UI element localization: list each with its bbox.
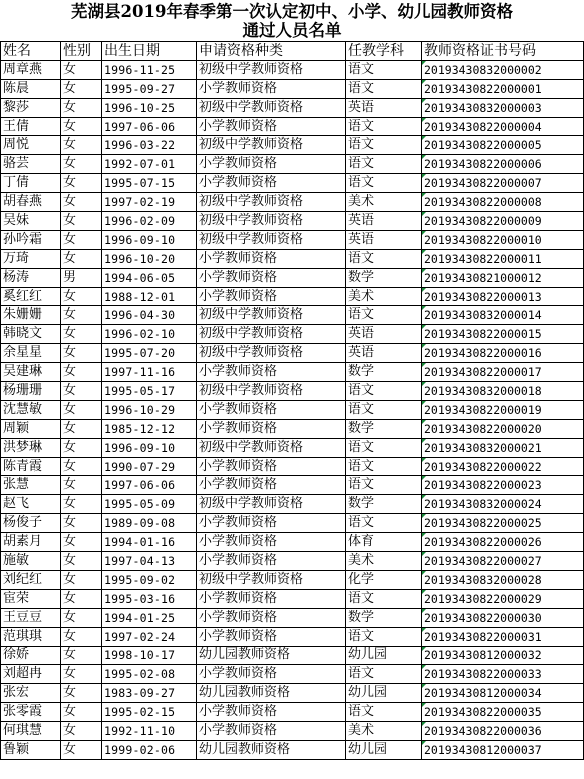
cell-gender: 女: [61, 589, 102, 608]
table-row: [1, 268, 584, 287]
cell-qualification-type: 小学教师资格: [197, 363, 346, 382]
cell-gender: 女: [61, 400, 102, 419]
cell-subject: 美术: [346, 287, 422, 306]
cell-subject: 英语: [346, 98, 422, 117]
cell-qualification-type: 幼儿园教师资格: [197, 684, 346, 703]
cell-gender: 女: [61, 117, 102, 136]
cell-certificate-number: 20193430822000027: [422, 552, 584, 571]
cell-birthdate: 1997-02-24: [102, 627, 197, 646]
cell-gender: 男: [61, 268, 102, 287]
cell-certificate-number: 20193430822000001: [422, 79, 584, 98]
cell-birthdate: 1996-10-29: [102, 400, 197, 419]
cell-qualification-type: 小学教师资格: [197, 514, 346, 533]
cell-qualification-type: 小学教师资格: [197, 457, 346, 476]
table-row: [1, 287, 584, 306]
table-row: [1, 457, 584, 476]
cell-subject: 语文: [346, 703, 422, 722]
cell-certificate-number: 20193430822000030: [422, 608, 584, 627]
cell-gender: 女: [61, 684, 102, 703]
cell-name: 陈青霞: [1, 457, 61, 476]
cell-gender: 女: [61, 703, 102, 722]
table-row: [1, 363, 584, 382]
cell-subject: 数学: [346, 419, 422, 438]
cell-name: 黎莎: [1, 98, 61, 117]
cell-gender: 女: [61, 325, 102, 344]
table-row: [1, 306, 584, 325]
cell-qualification-type: 初级中学教师资格: [197, 136, 346, 155]
cell-name: 丁倩: [1, 174, 61, 193]
cell-subject: 语文: [346, 382, 422, 401]
title-line-1: 芜湖县2019年春季第一次认定初中、小学、幼儿园教师资格: [71, 2, 513, 21]
cell-birthdate: 1983-09-27: [102, 684, 197, 703]
table-row: [1, 608, 584, 627]
cell-birthdate: 1999-02-06: [102, 740, 197, 759]
cell-name: 鲁颖: [1, 740, 61, 759]
header-qualification-type: 申请资格种类: [197, 42, 346, 61]
table-row: [1, 438, 584, 457]
cell-subject: 语文: [346, 514, 422, 533]
cell-birthdate: 1985-12-12: [102, 419, 197, 438]
teacher-list-table: [0, 41, 584, 760]
cell-name: 杨珊珊: [1, 382, 61, 401]
table-row: [1, 703, 584, 722]
cell-qualification-type: 小学教师资格: [197, 552, 346, 571]
cell-certificate-number: 20193430812000032: [422, 646, 584, 665]
cell-birthdate: 1997-06-06: [102, 476, 197, 495]
cell-gender: 女: [61, 514, 102, 533]
cell-subject: 语文: [346, 665, 422, 684]
cell-certificate-number: 20193430822000013: [422, 287, 584, 306]
cell-subject: 化学: [346, 570, 422, 589]
cell-gender: 女: [61, 665, 102, 684]
cell-name: 余星星: [1, 344, 61, 363]
cell-birthdate: 1995-05-09: [102, 495, 197, 514]
table-row: [1, 193, 584, 212]
cell-qualification-type: 初级中学教师资格: [197, 570, 346, 589]
table-row: [1, 684, 584, 703]
header-birthdate: 出生日期: [102, 42, 197, 61]
cell-certificate-number: 20193430822000023: [422, 476, 584, 495]
cell-name: 范琪琪: [1, 627, 61, 646]
cell-qualification-type: 小学教师资格: [197, 589, 346, 608]
cell-qualification-type: 初级中学教师资格: [197, 98, 346, 117]
cell-subject: 美术: [346, 193, 422, 212]
cell-subject: 幼儿园: [346, 684, 422, 703]
table-row: [1, 79, 584, 98]
cell-birthdate: 1997-02-19: [102, 193, 197, 212]
cell-subject: 语文: [346, 400, 422, 419]
cell-name: 王豆豆: [1, 608, 61, 627]
cell-birthdate: 1994-06-05: [102, 268, 197, 287]
cell-name: 张零霞: [1, 703, 61, 722]
cell-birthdate: 1997-04-13: [102, 552, 197, 571]
cell-certificate-number: 20193430822000011: [422, 249, 584, 268]
cell-birthdate: 1989-09-08: [102, 514, 197, 533]
cell-qualification-type: 小学教师资格: [197, 268, 346, 287]
cell-certificate-number: 20193430822000025: [422, 514, 584, 533]
cell-name: 张慧: [1, 476, 61, 495]
cell-qualification-type: 初级中学教师资格: [197, 306, 346, 325]
cell-gender: 女: [61, 287, 102, 306]
cell-qualification-type: 幼儿园教师资格: [197, 740, 346, 759]
table-row: [1, 325, 584, 344]
cell-gender: 女: [61, 382, 102, 401]
cell-subject: 语文: [346, 117, 422, 136]
cell-certificate-number: 20193430822000016: [422, 344, 584, 363]
cell-qualification-type: 小学教师资格: [197, 476, 346, 495]
table-row: [1, 476, 584, 495]
cell-qualification-type: 初级中学教师资格: [197, 230, 346, 249]
cell-name: 杨俊子: [1, 514, 61, 533]
cell-subject: 语文: [346, 306, 422, 325]
cell-birthdate: 1992-11-10: [102, 722, 197, 741]
cell-certificate-number: 20193430822000022: [422, 457, 584, 476]
cell-birthdate: 1996-09-10: [102, 438, 197, 457]
cell-subject: 英语: [346, 325, 422, 344]
cell-subject: 语文: [346, 174, 422, 193]
cell-gender: 女: [61, 419, 102, 438]
table-row: [1, 382, 584, 401]
cell-qualification-type: 小学教师资格: [197, 722, 346, 741]
cell-certificate-number: 20193430822000009: [422, 212, 584, 231]
document-title: [0, 2, 584, 40]
table-row: [1, 495, 584, 514]
cell-gender: 女: [61, 570, 102, 589]
cell-name: 胡素月: [1, 533, 61, 552]
cell-gender: 女: [61, 740, 102, 759]
header-subject: 任教学科: [346, 42, 422, 61]
cell-name: 沈慧敏: [1, 400, 61, 419]
cell-name: 刘超冉: [1, 665, 61, 684]
table-row: [1, 249, 584, 268]
cell-subject: 美术: [346, 722, 422, 741]
cell-name: 周章燕: [1, 60, 61, 79]
cell-certificate-number: 20193430822000007: [422, 174, 584, 193]
cell-birthdate: 1996-02-10: [102, 325, 197, 344]
table-row: [1, 117, 584, 136]
cell-name: 万琦: [1, 249, 61, 268]
cell-name: 张宏: [1, 684, 61, 703]
cell-birthdate: 1996-10-25: [102, 98, 197, 117]
cell-name: 韩晓文: [1, 325, 61, 344]
table-row: [1, 344, 584, 363]
cell-subject: 语文: [346, 627, 422, 646]
cell-certificate-number: 20193430822000029: [422, 589, 584, 608]
table-row: [1, 155, 584, 174]
cell-birthdate: 1998-10-17: [102, 646, 197, 665]
cell-certificate-number: 20193430822000010: [422, 230, 584, 249]
cell-gender: 女: [61, 60, 102, 79]
cell-subject: 语文: [346, 457, 422, 476]
cell-name: 骆芸: [1, 155, 61, 174]
cell-subject: 语文: [346, 60, 422, 79]
cell-gender: 女: [61, 230, 102, 249]
cell-gender: 女: [61, 79, 102, 98]
table-row: [1, 570, 584, 589]
cell-gender: 女: [61, 98, 102, 117]
cell-qualification-type: 小学教师资格: [197, 174, 346, 193]
cell-qualification-type: 初级中学教师资格: [197, 60, 346, 79]
cell-certificate-number: 20193430822000006: [422, 155, 584, 174]
cell-gender: 女: [61, 457, 102, 476]
cell-birthdate: 1994-01-25: [102, 608, 197, 627]
cell-gender: 女: [61, 627, 102, 646]
cell-birthdate: 1990-07-29: [102, 457, 197, 476]
cell-name: 王倩: [1, 117, 61, 136]
header-certificate-number: 教师资格证书号码: [422, 42, 584, 61]
cell-subject: 语文: [346, 155, 422, 174]
cell-gender: 女: [61, 476, 102, 495]
cell-certificate-number: 20193430822000005: [422, 136, 584, 155]
cell-name: 吴妹: [1, 212, 61, 231]
cell-name: 朱姗姗: [1, 306, 61, 325]
cell-name: 孙吟霜: [1, 230, 61, 249]
table-row: [1, 98, 584, 117]
cell-gender: 女: [61, 174, 102, 193]
cell-subject: 体育: [346, 533, 422, 552]
cell-certificate-number: 20193430832000014: [422, 306, 584, 325]
cell-gender: 女: [61, 495, 102, 514]
cell-certificate-number: 20193430832000024: [422, 495, 584, 514]
cell-name: 刘纪红: [1, 570, 61, 589]
table-row: [1, 646, 584, 665]
cell-name: 赵飞: [1, 495, 61, 514]
cell-name: 杨涛: [1, 268, 61, 287]
cell-subject: 数学: [346, 495, 422, 514]
cell-certificate-number: 20193430822000035: [422, 703, 584, 722]
cell-qualification-type: 初级中学教师资格: [197, 382, 346, 401]
cell-subject: 语文: [346, 476, 422, 495]
table-row: [1, 400, 584, 419]
cell-subject: 语文: [346, 249, 422, 268]
table-row: [1, 740, 584, 759]
table-row: [1, 136, 584, 155]
cell-certificate-number: 20193430822000020: [422, 419, 584, 438]
cell-qualification-type: 小学教师资格: [197, 608, 346, 627]
cell-birthdate: 1996-11-25: [102, 60, 197, 79]
cell-birthdate: 1995-02-15: [102, 703, 197, 722]
cell-qualification-type: 小学教师资格: [197, 287, 346, 306]
table-row: [1, 230, 584, 249]
cell-certificate-number: 20193430822000008: [422, 193, 584, 212]
cell-certificate-number: 20193430832000028: [422, 570, 584, 589]
title-line-2: 通过人员名单: [242, 21, 342, 40]
table-row: [1, 60, 584, 79]
cell-subject: 语文: [346, 589, 422, 608]
cell-qualification-type: 小学教师资格: [197, 117, 346, 136]
cell-subject: 数学: [346, 363, 422, 382]
cell-subject: 语文: [346, 136, 422, 155]
cell-qualification-type: 初级中学教师资格: [197, 212, 346, 231]
cell-birthdate: 1995-05-17: [102, 382, 197, 401]
cell-name: 周悦: [1, 136, 61, 155]
cell-certificate-number: 20193430821000012: [422, 268, 584, 287]
cell-certificate-number: 20193430832000021: [422, 438, 584, 457]
cell-birthdate: 1996-09-10: [102, 230, 197, 249]
cell-birthdate: 1995-02-08: [102, 665, 197, 684]
cell-gender: 女: [61, 136, 102, 155]
cell-qualification-type: 小学教师资格: [197, 627, 346, 646]
cell-gender: 女: [61, 193, 102, 212]
cell-birthdate: 1996-03-22: [102, 136, 197, 155]
table-row: [1, 552, 584, 571]
cell-qualification-type: 初级中学教师资格: [197, 325, 346, 344]
cell-name: 宦荣: [1, 589, 61, 608]
cell-name: 洪梦琳: [1, 438, 61, 457]
cell-birthdate: 1992-07-01: [102, 155, 197, 174]
cell-qualification-type: 小学教师资格: [197, 79, 346, 98]
header-name: 姓名: [1, 42, 61, 61]
table-header-row: [1, 42, 584, 61]
cell-certificate-number: 20193430812000034: [422, 684, 584, 703]
table-row: [1, 212, 584, 231]
cell-qualification-type: 初级中学教师资格: [197, 344, 346, 363]
cell-certificate-number: 20193430832000018: [422, 382, 584, 401]
cell-subject: 数学: [346, 268, 422, 287]
cell-certificate-number: 20193430832000003: [422, 98, 584, 117]
cell-birthdate: 1995-07-15: [102, 174, 197, 193]
table-row: [1, 665, 584, 684]
cell-name: 周颖: [1, 419, 61, 438]
cell-gender: 女: [61, 438, 102, 457]
cell-birthdate: 1996-02-09: [102, 212, 197, 231]
cell-certificate-number: 20193430832000002: [422, 60, 584, 79]
cell-certificate-number: 20193430812000037: [422, 740, 584, 759]
cell-birthdate: 1995-07-20: [102, 344, 197, 363]
table-row: [1, 627, 584, 646]
cell-birthdate: 1994-01-16: [102, 533, 197, 552]
cell-subject: 英语: [346, 212, 422, 231]
cell-birthdate: 1995-09-27: [102, 79, 197, 98]
cell-certificate-number: 20193430822000036: [422, 722, 584, 741]
cell-qualification-type: 小学教师资格: [197, 533, 346, 552]
cell-gender: 女: [61, 608, 102, 627]
cell-subject: 英语: [346, 230, 422, 249]
cell-subject: 语文: [346, 79, 422, 98]
cell-subject: 数学: [346, 608, 422, 627]
cell-gender: 女: [61, 363, 102, 382]
cell-subject: 语文: [346, 438, 422, 457]
cell-name: 徐娇: [1, 646, 61, 665]
cell-gender: 女: [61, 212, 102, 231]
cell-gender: 女: [61, 249, 102, 268]
cell-name: 施敏: [1, 552, 61, 571]
cell-qualification-type: 小学教师资格: [197, 419, 346, 438]
table-row: [1, 514, 584, 533]
table-row: [1, 722, 584, 741]
cell-certificate-number: 20193430822000031: [422, 627, 584, 646]
cell-gender: 女: [61, 533, 102, 552]
cell-subject: 幼儿园: [346, 646, 422, 665]
cell-certificate-number: 20193430822000004: [422, 117, 584, 136]
table-row: [1, 589, 584, 608]
cell-qualification-type: 幼儿园教师资格: [197, 646, 346, 665]
cell-birthdate: 1997-11-16: [102, 363, 197, 382]
cell-birthdate: 1997-06-06: [102, 117, 197, 136]
cell-certificate-number: 20193430822000033: [422, 665, 584, 684]
cell-birthdate: 1988-12-01: [102, 287, 197, 306]
cell-name: 陈晨: [1, 79, 61, 98]
cell-gender: 女: [61, 306, 102, 325]
cell-qualification-type: 初级中学教师资格: [197, 438, 346, 457]
cell-subject: 英语: [346, 344, 422, 363]
cell-gender: 女: [61, 344, 102, 363]
cell-name: 吴建琳: [1, 363, 61, 382]
cell-gender: 女: [61, 722, 102, 741]
table-row: [1, 533, 584, 552]
cell-subject: 幼儿园: [346, 740, 422, 759]
cell-qualification-type: 小学教师资格: [197, 703, 346, 722]
cell-certificate-number: 20193430822000015: [422, 325, 584, 344]
cell-qualification-type: 初级中学教师资格: [197, 193, 346, 212]
cell-name: 何琪慧: [1, 722, 61, 741]
cell-gender: 女: [61, 646, 102, 665]
cell-subject: 美术: [346, 552, 422, 571]
cell-certificate-number: 20193430822000026: [422, 533, 584, 552]
cell-qualification-type: 初级中学教师资格: [197, 495, 346, 514]
cell-qualification-type: 小学教师资格: [197, 249, 346, 268]
cell-birthdate: 1995-09-02: [102, 570, 197, 589]
table-body: [1, 60, 584, 759]
table-row: [1, 419, 584, 438]
header-gender: 性别: [61, 42, 102, 61]
cell-gender: 女: [61, 155, 102, 174]
cell-name: 奚红红: [1, 287, 61, 306]
table-row: [1, 174, 584, 193]
cell-gender: 女: [61, 552, 102, 571]
cell-birthdate: 1995-03-16: [102, 589, 197, 608]
cell-qualification-type: 小学教师资格: [197, 400, 346, 419]
cell-qualification-type: 小学教师资格: [197, 665, 346, 684]
cell-birthdate: 1996-10-20: [102, 249, 197, 268]
cell-qualification-type: 小学教师资格: [197, 155, 346, 174]
cell-certificate-number: 20193430822000017: [422, 363, 584, 382]
cell-birthdate: 1996-04-30: [102, 306, 197, 325]
cell-name: 胡春燕: [1, 193, 61, 212]
cell-certificate-number: 20193430822000019: [422, 400, 584, 419]
